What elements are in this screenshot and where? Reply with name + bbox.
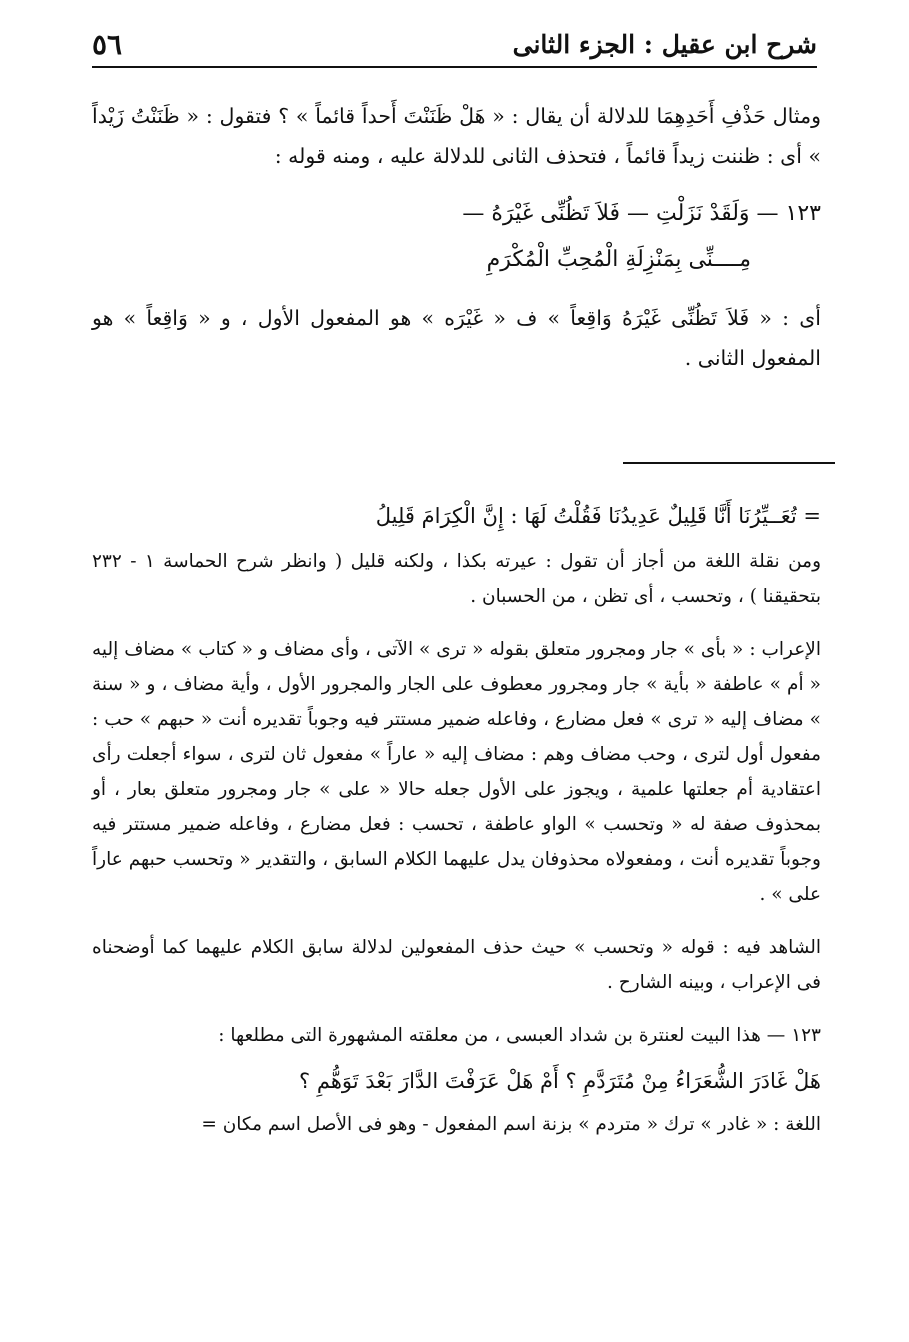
main-text bbox=[92, 96, 821, 378]
footnote-paragraph-parsing: الإعراب : « بأى » جار ومجرور متعلق بقوله « ترى » الآتى ، وأى مضاف و « كتاب » مضاف إليه « أم » عاطفة « بأية » جار ومجرور معطوف على الجار والمجرور الأول ، وأية مضاف ، و « سنة » مضاف إليه « ترى » فعل مضارع ، وفاعله ضمير مستتر فيه وجوباً تقديره أنت « حبهم » حب : مفعول أول لترى ، وحب مضاف وهم : مضاف إليه « عاراً » مفعول ثان لترى ، سواء أجعلت رأى اعتقادية أم جعلتها علمية ، ويجوز على الأول جعله حالا « على » جار ومجرور متعلق بعار ، أو بمحذوف صفة له « وتحسب » الواو عاطفة ، تحسب : فعل مضارع ، وفاعله ضمير مستتر فيه وجوباً تقديره أنت ، ومفعولاه محذوفان يدل عليهما الكلام السابق ، والتقدير « وتحسب حبهم عاراً على » . bbox=[92, 639, 821, 905]
footnote-separator bbox=[623, 462, 835, 464]
footnote-paragraph-language-2: اللغة : « غادر » ترك « متردم » بزنة اسم المفعول - وهو فى الأصل اسم مكان = bbox=[201, 1114, 821, 1135]
page-number: ٥٦ bbox=[92, 27, 123, 61]
footnote-paragraph-evidence: الشاهد فيه : قوله « وتحسب » حيث حذف المفعولين لدلالة سابق الكلام عليهما كما أوضحناه فى الإعراب ، وبينه الشارح . bbox=[92, 937, 821, 993]
footnote-verse-opening: هَلْ غَادَرَ الشُّعَرَاءُ مِنْ مُتَرَدَّمِ ؟ أَمْ هَلْ عَرَفْتَ الدَّارَ بَعْدَ تَوَهُّمِ ؟ bbox=[299, 1069, 821, 1093]
main-paragraph-1: ومثال حَذْفِ أَحَدِهِمَا للدلالة أن يقال : « هَلْ ظَنَنْتَ أَحداً قائماً » ؟ فتقول : « ظَنَنْتُ زَيْداً » أى : ظننت زيداً قائماً ، فتحذف الثانى للدلالة عليه ، ومنه قوله : bbox=[92, 104, 821, 168]
running-title: شرح ابن عقيل : الجزء الثانى bbox=[512, 29, 817, 59]
footnote-paragraph-source: ١٢٣ — هذا البيت لعنترة بن شداد العبسى ، من معلقته المشهورة التى مطلعها : bbox=[218, 1025, 821, 1046]
main-paragraph-2: أى : « فَلاَ تَظُنِّى غَيْرَهُ وَاقِعاً » ف « غَيْرَه » هو المفعول الأول ، و « وَاقِعاً » هو المفعول الثانى . bbox=[92, 306, 821, 370]
footnote-verse-continuation: = تُعَــيِّرُنَا أَنَّا قَلِيلٌ عَدِيدُنَا فَقُلْتُ لَهَا : إِنَّ الْكِرَامَ قَلِيلُ bbox=[375, 504, 821, 528]
page-header bbox=[92, 22, 817, 68]
footnotes bbox=[92, 494, 821, 1142]
verse-second-hemistich: مِــــنِّى بِمَنْزِلَةِ الْمُحِبِّ الْمُكْرَمِ bbox=[486, 247, 751, 272]
footnote-paragraph-language: ومن نقلة اللغة من أجاز أن تقول : عيرته بكذا ، ولكنه قليل ( وانظر شرح الحماسة ١ - ٢٣٢ بتحقيقنا ) ، وتحسب ، أى تظن ، من الحسبان . bbox=[92, 551, 822, 607]
verse-first-hemistich: ١٢٣ — وَلَقَدْ نَزَلْتِ — فَلاَ تَظُنِّى غَيْرَهُ — bbox=[462, 201, 821, 226]
